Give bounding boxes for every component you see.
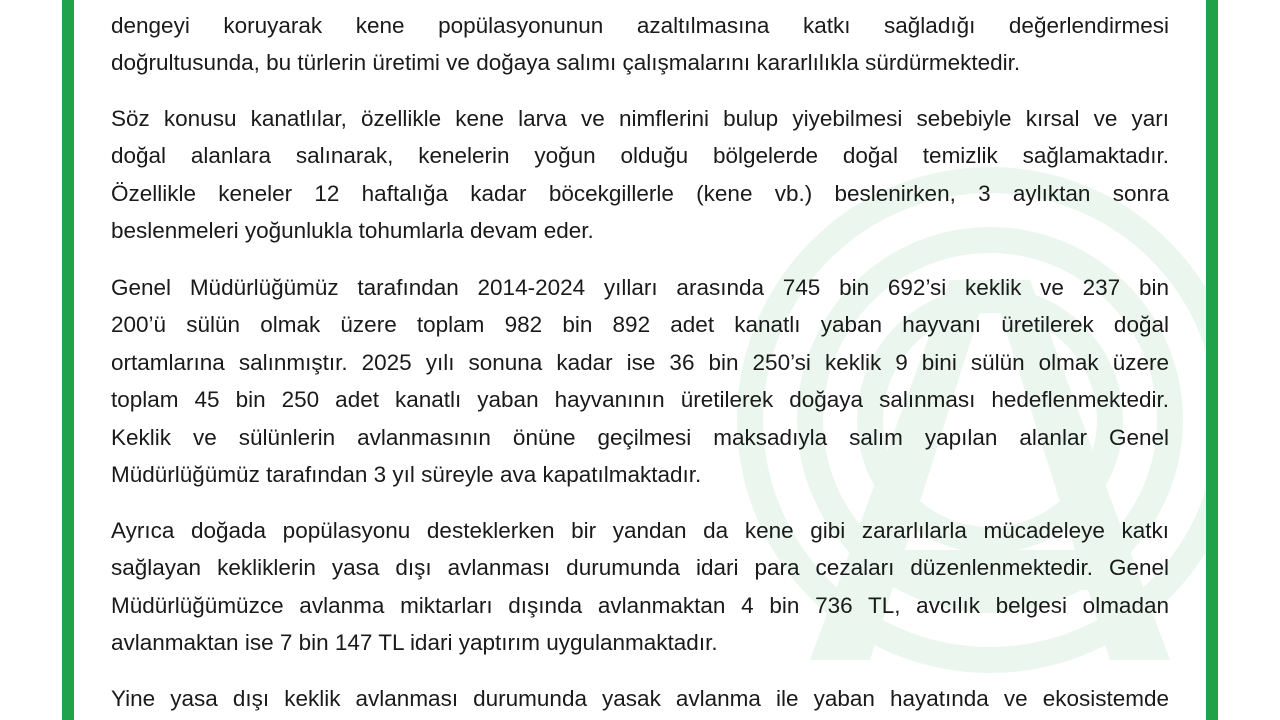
paragraph [111,100,1169,250]
paragraph [111,269,1169,493]
text-line: avlanmaktan ise 7 bin 147 TL idari yaptırım uygulanmaktadır. [111,630,718,656]
text-line: doğal alanlara salınarak, kenelerin yoğun olduğu bölgelerde doğal temizlik sağlamaktadır. [111,143,1169,169]
text-line: Müdürlüğümüz tarafından 3 yıl süreyle ava kapatılmaktadır. [111,461,702,487]
text-line: 200’ü sülün olmak üzere toplam 982 bin 892 adet kanatlı yaban hayvanı üretilerek doğal [111,312,1169,338]
text-line: sağlayan kekliklerin yasa dışı avlanması durumunda idari para cezaları düzenlenmektedir. Genel [111,555,1169,581]
paragraph [111,7,1169,82]
text-line: toplam 45 bin 250 adet kanatlı yaban hayvanının üretilerek doğaya salınması hedeflenmektedir. [111,387,1169,413]
text-line: Genel Müdürlüğümüz tarafından 2014-2024 yılları arasında 745 bin 692’si keklik ve 237 bin [111,275,1169,300]
text-line: beslenmeleri yoğunlukla tohumlarla devam eder. [111,218,594,244]
text-line: Müdürlüğümüzce avlanma miktarları dışında avlanmaktan 4 bin 736 TL, avcılık belgesi olmadan [111,592,1169,618]
text-line: Söz konusu kanatlılar, özellikle kene larva ve nimflerini bulup yiyebilmesi sebebiyle kırsal ve yarı [111,106,1169,131]
text-line: Ayrıca doğada popülasyonu desteklerken bir yandan da kene gibi zararlılarla mücadeleye katkı [111,518,1169,543]
text-line: doğrultusunda, bu türlerin üretimi ve doğaya salımı çalışmalarını kararlılıkla sürdürmektedir. [111,50,1021,76]
left-green-border [62,0,74,720]
text-line: Yine yasa dışı keklik avlanması durumunda yasak avlanma ile yaban hayatında ve ekosistemde [111,686,1169,711]
paragraph [111,512,1169,662]
text-line: Özellikle keneler 12 haftalığa kadar böcekgillerle (kene vb.) beslenirken, 3 aylıktan sonra [111,180,1169,206]
text-line: Keklik ve sülünlerin avlanmasının önüne geçilmesi maksadıyla salım yapılan alanlar Genel [111,424,1169,450]
text-line: ortamlarına salınmıştır. 2025 yılı sonuna kadar ise 36 bin 250’si keklik 9 bini sülün olmak üzere [111,349,1169,375]
text-line: dengeyi koruyarak kene popülasyonunun azaltılmasına katkı sağladığı değerlendirmesi [111,13,1169,38]
paragraph [111,680,1169,717]
